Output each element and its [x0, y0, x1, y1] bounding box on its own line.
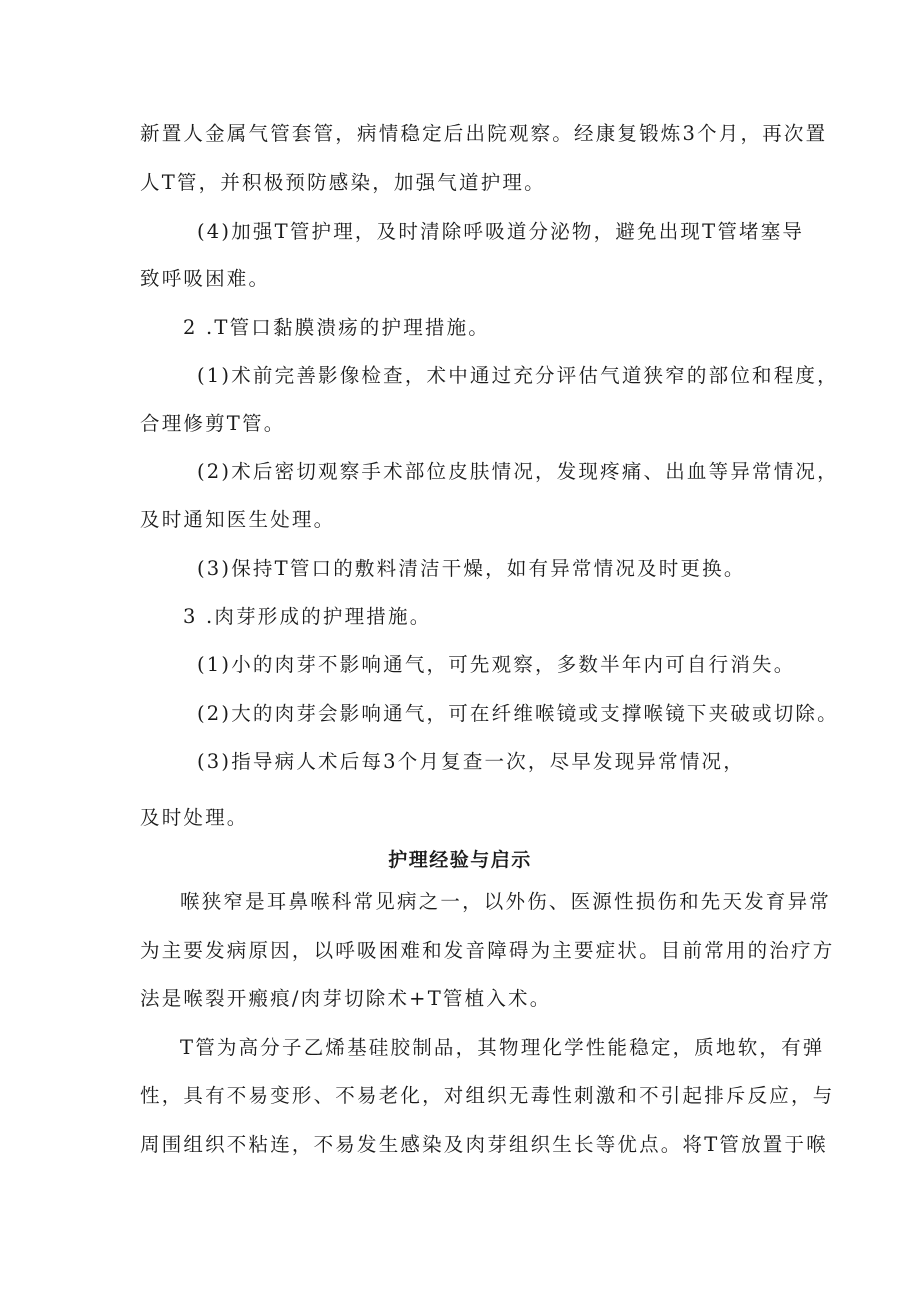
paragraph-line: 人T管，并积极预防感染，加强气道护理。	[140, 171, 546, 194]
paragraph-line: 为主要发病原因，以呼吸困难和发音障碍为主要症状。目前常用的治疗方	[140, 939, 835, 962]
paragraph-line: (1)小的肉芽不影响通气，可先观察，多数半年内可自行消失。	[197, 653, 796, 676]
paragraph-line: (3)保持T管口的敷料清洁干燥，如有异常情况及时更换。	[197, 557, 746, 580]
paragraph-line: 致呼吸困难。	[140, 267, 271, 290]
paragraph-line: (2)术后密切观察手术部位皮肤情况，发现疼痛、出血等异常情况，	[197, 460, 839, 483]
paragraph-line: 及时通知医生处理。	[140, 508, 336, 531]
section-heading-3: 3 .肉芽形成的护理措施。	[183, 605, 432, 628]
section-title: 护理经验与启示	[388, 849, 532, 871]
paragraph-line: (1)术前完善影像检查，术中通过充分评估气道狭窄的部位和程度，	[197, 364, 839, 387]
paragraph-line: 周围组织不粘连，不易发生感染及肉芽组织生长等优点。将T管放置于喉	[140, 1133, 828, 1156]
paragraph-line: 新置人金属气管套管，病情稳定后出院观察。经康复锻炼3个月，再次置	[140, 122, 828, 145]
paragraph-line: 及时处理。	[140, 806, 249, 829]
paragraph-line: (2)大的肉芽会影响通气，可在纤维喉镜或支撑喉镜下夹破或切除。	[197, 702, 839, 725]
paragraph-line: 性，具有不易变形、不易老化，对组织无毒性刺激和不引起排斥反应，与	[140, 1084, 835, 1107]
paragraph-line: 法是喉裂开瘢痕/肉芽切除术+T管植入术。	[140, 987, 552, 1010]
paragraph-line: 合理修剪T管。	[140, 412, 286, 435]
paragraph-line: (4)加强T管护理，及时清除呼吸道分泌物，避免出现T管堵塞导	[197, 220, 805, 243]
section-heading-2: 2 .T管口黏膜溃疡的护理措施。	[183, 316, 491, 339]
paragraph-line: (3)指导病人术后每3个月复查一次，尽早发现异常情况，	[197, 750, 745, 773]
paragraph-line: 喉狭窄是耳鼻喉科常见病之一，以外伤、医源性损伤和先天发育异常	[180, 890, 832, 913]
paragraph-line: T管为高分子乙烯基硅胶制品，其物理化学性能稳定，质地软，有弹	[180, 1036, 825, 1059]
